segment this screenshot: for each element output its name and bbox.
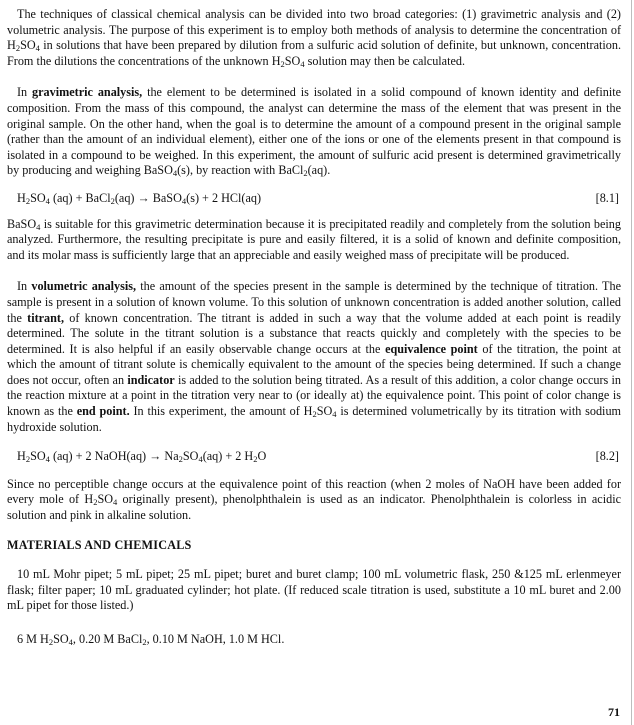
text-run: SO <box>284 53 301 68</box>
subscript: 4 <box>45 195 50 206</box>
subscript: 4 <box>113 497 118 508</box>
text-run: SO <box>30 190 46 205</box>
text-run: H <box>17 449 26 464</box>
subscript: 4 <box>300 58 305 69</box>
subscript: 4 <box>181 195 187 206</box>
subscript: 2 <box>15 43 21 54</box>
text-run: solution may then be calculated. <box>304 53 466 68</box>
equation-number: [8.2] <box>595 449 619 464</box>
subscript: 4 <box>36 221 41 232</box>
subscript: 2 <box>280 58 285 69</box>
text-run: SO <box>316 404 333 419</box>
text-run: of the titration, the point at which the amount of titrant solute is chemically equivalent to the amount of the species being determined. If such a change does not occur, often an <box>7 341 621 387</box>
text-run: SO <box>20 38 36 53</box>
text-run: , 0.20 M BaCl <box>72 632 143 646</box>
subscript: 2 <box>312 409 317 420</box>
reagents-line <box>7 632 621 648</box>
text-run: O <box>257 449 267 464</box>
equation-8-1 <box>7 191 621 207</box>
text-run: In <box>17 279 32 294</box>
text-run: BaSO <box>7 216 37 231</box>
text-run: of known concentration. The titrant is added in such a way that the volume added at each point is readily determined. The solute in the titrant solution is a substance that reacts quickly and completely with the species to be determined. It is also helpful if an easily observable change occurs at the <box>7 310 622 356</box>
subscript: 2 <box>48 637 54 647</box>
text-run: originally present), phenolphthalein is used as an indicator. Phenolphthalein is colorless in acidic solution and pink in alkaline solution. <box>7 492 621 523</box>
page-number: 71 <box>608 705 620 719</box>
text-run: the amount of the species present in the sample is determined by the technique of titration. The sample is present in a solution of known volume. To this solution of unknown concentration is added another solution, called the <box>7 279 621 325</box>
text-run: (aq) + 2 H <box>202 449 254 464</box>
equation-body <box>17 449 266 465</box>
text-run: 6 M H <box>17 632 49 646</box>
text-run: SO <box>53 632 69 646</box>
text-run: SO <box>30 449 46 464</box>
subscript: 4 <box>68 637 73 647</box>
page-edge <box>631 0 632 725</box>
subscript: 4 <box>35 43 40 54</box>
text-run: is suitable for this gravimetric determination because it is precipitated readily and completely from the solution being analyzed. Furthermore, the resulting precipitate is pure and easily filtered, it is a solid of known and definite composition, and its molar mass is sufficiently large that an appreciable and easily weighed mass of precipitate will be produced. <box>7 216 621 262</box>
term-indicator: indicator <box>127 372 175 387</box>
text-run: (aq) + BaCl <box>49 190 111 205</box>
text-run: (s), by reaction with BaCl <box>177 163 304 178</box>
subscript: 2 <box>110 195 115 206</box>
text-run: the element to be determined is isolated in a solid compound of known identity and definite composition. From the mass of this compound, the analyst can determine the mass of the element that was present in the original sample. On the other hand, when the goal is to determine the amount of a compound present in the original sample (rather than the amount of an individual element), either one of the ions or one of the elements present in that compound is isolated in a compound to be weighed. In this experiment, the amount of sulfuric acid present is determined gravimetrically by producing and weighing BaSO <box>7 85 622 178</box>
materials-paragraph: 10 mL Mohr pipet; 5 mL pipet; 25 mL pipet; buret and buret clamp; 100 mL volumetric flask, 250 &125 mL erlenmeyer flask; filter paper; 10 mL graduated cylinder; hot plate. (If reduced scale titration is used, substitute a 10 mL buret and 2.00 mL pipet for those listed.) <box>7 567 621 613</box>
term-titrant: titrant, <box>27 310 65 325</box>
term-gravimetric-analysis: gravimetric analysis, <box>32 85 143 100</box>
text-run: (s) + 2 HCl(aq) <box>186 190 262 205</box>
text-run: In this experiment, the amount of H <box>129 404 313 419</box>
subscript: 2 <box>142 637 147 647</box>
text-run: in solutions that have been prepared by dilution from a sulfuric acid solution of definite, but unknown, concentration. From the dilutions the concentrations of the unknown H <box>7 38 621 68</box>
text-run: is determined volumetrically by its titration with sodium hydroxide solution. <box>7 404 622 434</box>
subscript: 2 <box>93 497 98 508</box>
gravimetric-paragraph <box>7 85 621 179</box>
text-run: (aq) + 2 NaOH(aq) → Na <box>49 449 179 464</box>
volumetric-paragraph <box>7 279 621 435</box>
subscript: 2 <box>25 454 31 465</box>
text-run: (aq). <box>307 163 331 178</box>
equation-body <box>17 191 261 207</box>
indicator-paragraph <box>7 477 621 524</box>
text-run: (aq) → BaSO <box>114 190 182 205</box>
document-page <box>7 7 621 648</box>
equation-number: [8.1] <box>595 190 619 205</box>
intro-paragraph <box>7 7 621 69</box>
subscript: 2 <box>178 454 183 465</box>
text-run: The techniques of classical chemical analysis can be divided into two broad categories: (1) gravimetric analysis and (2) volumetric analysis. The purpose of this experiment is to employ both methods of analysis to determine the concentration of H <box>7 7 621 53</box>
text-run: SO <box>97 492 114 507</box>
baso4-paragraph <box>7 217 621 264</box>
text-run: Since no perceptible change occurs at the equivalence point of this reaction (when 2 moles of NaOH have been added for every mole of H <box>7 476 621 507</box>
term-end-point: end point. <box>76 404 130 419</box>
text-run: In <box>17 85 33 100</box>
subscript: 2 <box>303 168 308 179</box>
text-run: H <box>17 190 26 205</box>
subscript: 4 <box>332 409 337 420</box>
equation-8-2 <box>7 449 621 465</box>
subscript: 2 <box>253 454 258 465</box>
subscript: 4 <box>45 454 50 465</box>
term-equivalence-point: equivalence point <box>385 341 478 356</box>
subscript: 4 <box>172 168 178 179</box>
subscript: 4 <box>198 454 203 465</box>
text-run: SO <box>182 449 199 464</box>
subscript: 2 <box>25 195 31 206</box>
term-volumetric-analysis: volumetric analysis, <box>31 279 137 294</box>
section-heading: MATERIALS AND CHEMICALS <box>7 537 192 552</box>
text-run: , 0.10 M NaOH, 1.0 M HCl. <box>146 632 285 646</box>
text-run: is added to the solution being titrated. As a result of this addition, a color change occurs in the reaction mixture at a point in the titration very near to (or ideally at) the equivalence point. This point of color change is known as the <box>7 372 621 419</box>
